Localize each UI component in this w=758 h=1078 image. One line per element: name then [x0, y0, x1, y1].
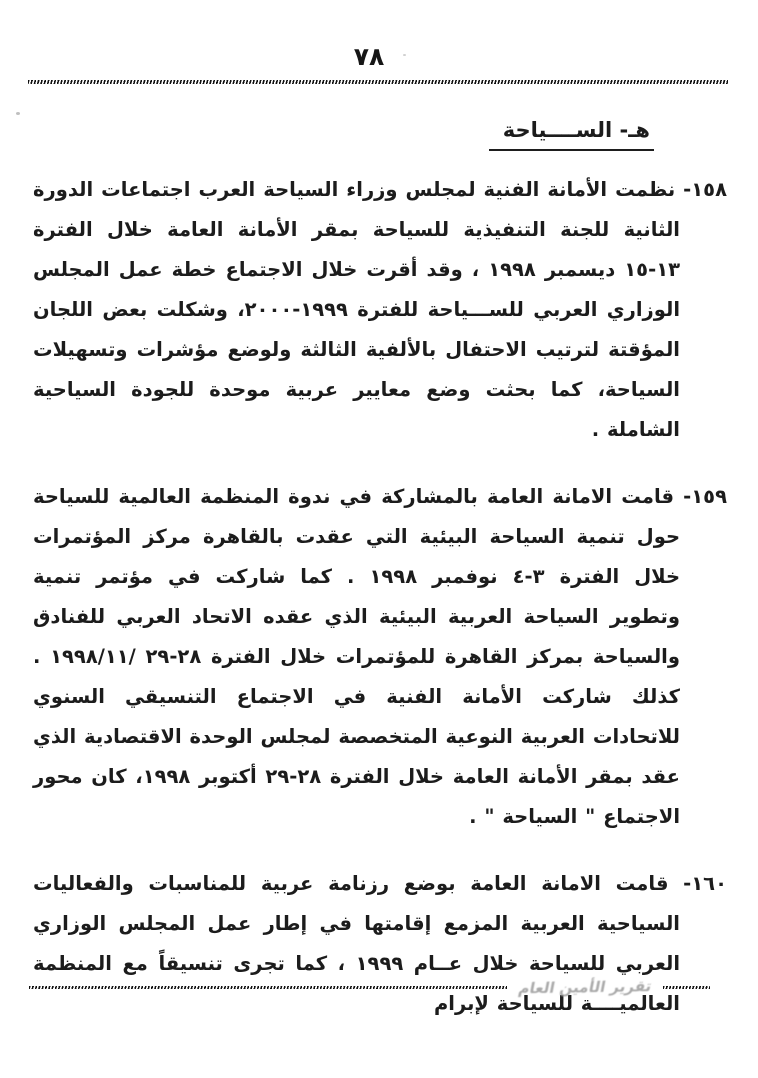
footer-rule-long	[29, 986, 507, 989]
document-body	[33, 170, 727, 1051]
top-divider-rule	[28, 80, 728, 84]
page-footer	[29, 978, 727, 996]
section-heading: هـ- الســــياحة	[489, 118, 654, 151]
scan-artifact-dot	[16, 112, 20, 115]
paragraph-159: ١٥٩- قامت الامانة العامة بالمشاركة في ندوة المنظمة العالمية للسياحة حول تنمية السياحة البيئية التي عقدت بالقاهرة مركز المؤتمرات خلال الفترة ٣-٤ نوفمبر ١٩٩٨ . كما شاركت في مؤتمر تنمية وتطوير السياحة العربية البيئية الذي عقده الاتحاد العربي للفنادق والسياحة بمركز القاهرة للمؤتمرات خلال الفترة ٢٨-٢٩ /١١/‏١٩٩٨ . كذلك شاركت الأمانة الفنية في الاجتماع التنسيقي السنوي للاتحادات العربية النوعية المتخصصة لمجلس الوحدة الاقتصادية الذي عقد بمقر الأمانة العامة خلال الفترة ٢٨-٢٩ أكتوبر ١٩٩٨، كان محور الاجتماع " السياحة " .	[33, 485, 727, 828]
footer-rule-short	[663, 986, 710, 989]
page-number: ٧٨	[353, 42, 385, 71]
paragraph-158: ١٥٨- نظمت الأمانة الفنية لمجلس وزراء السياحة العرب اجتماعات الدورة الثانية للجنة التنفيذية للسياحة بمقر الأمانة العامة خلال الفترة ١٣-١٥ ديسمبر ١٩٩٨ ، وقد أقرت خلال الاجتماع خطة عمل المجلس الوزاري العربي للســـياحة للفترة ١٩٩٩-٢٠٠٠، وشكلت بعض اللجان المؤقتة لترتيب الاحتفال بالألفية الثالثة ولوضع مؤشرات وتسهيلات السياحة، كما بحثت وضع معايير عربية موحدة للجودة السياحية الشاملة .	[33, 178, 727, 441]
scan-artifact-dot	[403, 54, 406, 56]
paragraph-160: ١٦٠- قامت الامانة العامة بوضع رزنامة عربية للمناسبات والفعاليات السياحية العربية المزمع إقامتها في إطار عمل المجلس الوزاري العربي للسياحة خلال عــام ١٩٩٩ ، كما تجرى تنسيقاً مع المنظمة العالميــــة للسياحة لإبرام	[33, 872, 727, 1015]
footer-stamp-text: تقرير الأمين العام	[516, 976, 653, 998]
section-heading-wrap	[489, 118, 654, 151]
